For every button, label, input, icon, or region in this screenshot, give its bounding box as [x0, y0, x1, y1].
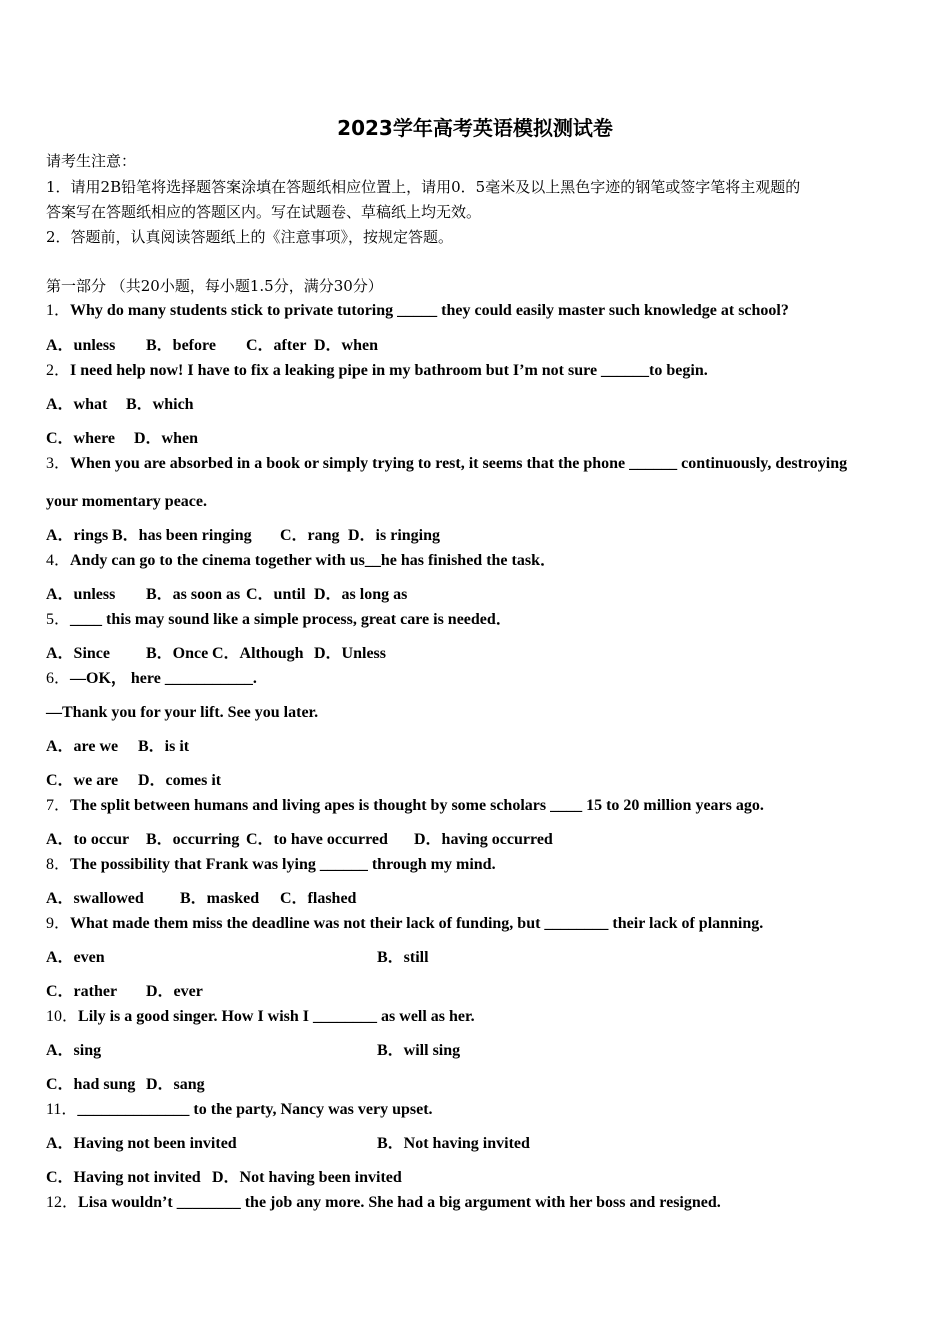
- option-11d: D．Not having been invited: [212, 1169, 402, 1186]
- section-header: 第一部分 （共20小题，每小题1.5分，满分30分）: [46, 277, 383, 295]
- option-7a: A．to occur: [46, 831, 130, 848]
- question-6-continued: —Thank you for your lift. See you later.: [46, 704, 319, 721]
- option-11a: A．Having not been invited: [46, 1135, 237, 1152]
- option-11b: B．Not having invited: [377, 1135, 530, 1152]
- option-2c: C．where: [46, 430, 116, 447]
- option-2a: A．what: [46, 396, 108, 413]
- option-8c: C．flashed: [280, 890, 357, 907]
- notice-heading: 请考生注意：: [46, 152, 137, 170]
- option-1a: A．unless: [46, 337, 116, 354]
- question-3: 3．When you are absorbed in a book or simply trying to rest, it seems that the phone ______ continuously, destroying: [46, 455, 848, 472]
- question-9: 9．What made them miss the deadline was not their lack of funding, but ________ their lack of planning.: [46, 915, 764, 932]
- option-4c: C．until: [246, 586, 306, 603]
- option-1c: C．after: [246, 337, 307, 354]
- option-3b: B．has been ringing: [112, 527, 252, 544]
- option-10b: B．will sing: [377, 1042, 461, 1059]
- question-2: 2．I need help now! I have to fix a leaking pipe in my bathroom but I’m not sure ______to begin.: [46, 362, 708, 379]
- option-9d: D．ever: [146, 983, 203, 1000]
- option-4a: A．unless: [46, 586, 116, 603]
- option-8b: B．masked: [180, 890, 260, 907]
- option-10a: A．sing: [46, 1042, 102, 1059]
- option-4b: B．as soon as: [146, 586, 241, 603]
- option-5a: A．Since: [46, 645, 111, 662]
- question-10: 10．Lily is a good singer. How I wish I ________ as well as her.: [46, 1008, 475, 1025]
- question-3-continued: your momentary peace.: [46, 493, 207, 510]
- option-1b: B．before: [146, 337, 216, 354]
- notice-line-3: 2．答题前，认真阅读答题纸上的《注意事项》，按规定答题。: [46, 228, 454, 246]
- option-6b: B．is it: [138, 738, 190, 755]
- option-9c: C．rather: [46, 983, 118, 1000]
- option-1d: D．when: [314, 337, 379, 354]
- option-8a: A．swallowed: [46, 890, 144, 907]
- question-6: 6．—OK， here ___________.: [46, 670, 257, 687]
- option-5d: D．Unless: [314, 645, 387, 662]
- question-7: 7．The split between humans and living apes is thought by some scholars ____ 15 to 20 million years ago.: [46, 797, 764, 814]
- option-4d: D．as long as: [314, 586, 408, 603]
- option-7b: B．occurring: [146, 831, 240, 848]
- option-3a: A．rings: [46, 527, 109, 544]
- option-9a: A．even: [46, 949, 105, 966]
- option-5c: C．Although: [212, 645, 304, 662]
- option-10c: C．had sung: [46, 1076, 136, 1093]
- question-12: 12．Lisa wouldn’t ________ the job any more. She had a big argument with her boss and resigned.: [46, 1194, 721, 1211]
- option-6c: C．we are: [46, 772, 119, 789]
- question-1: 1．Why do many students stick to private tutoring _____ they could easily master such knowledge at school?: [46, 302, 789, 319]
- option-3d: D．is ringing: [348, 527, 441, 544]
- option-6d: D．comes it: [138, 772, 222, 789]
- option-3c: C．rang: [280, 527, 340, 544]
- option-7d: D．having occurred: [414, 831, 553, 848]
- option-11c: C．Having not invited: [46, 1169, 201, 1186]
- option-10d: D．sang: [146, 1076, 205, 1093]
- question-8: 8．The possibility that Frank was lying ______ through my mind.: [46, 856, 496, 873]
- option-7c: C．to have occurred: [246, 831, 388, 848]
- option-9b: B．still: [377, 949, 429, 966]
- option-2b: B．which: [126, 396, 194, 413]
- notice-line-1: 1．请用2B铅笔将选择题答案涂填在答题纸相应位置上，请用0．5毫米及以上黑色字迹的钢笔或签字笔将主观题的: [46, 178, 801, 196]
- question-11: 11．______________ to the party, Nancy was very upset.: [46, 1101, 433, 1118]
- option-6a: A．are we: [46, 738, 119, 755]
- question-5: 5．____ this may sound like a simple process, great care is needed．: [46, 611, 512, 628]
- option-5b: B．Once: [146, 645, 209, 662]
- page-title: 2023学年高考英语模拟测试卷: [337, 116, 613, 140]
- option-2d: D．when: [134, 430, 199, 447]
- notice-line-2: 答案写在答题纸相应的答题区内。写在试题卷、草稿纸上均无效。: [46, 203, 482, 221]
- question-4: 4．Andy can go to the cinema together with us__he has finished the task．: [46, 552, 556, 569]
